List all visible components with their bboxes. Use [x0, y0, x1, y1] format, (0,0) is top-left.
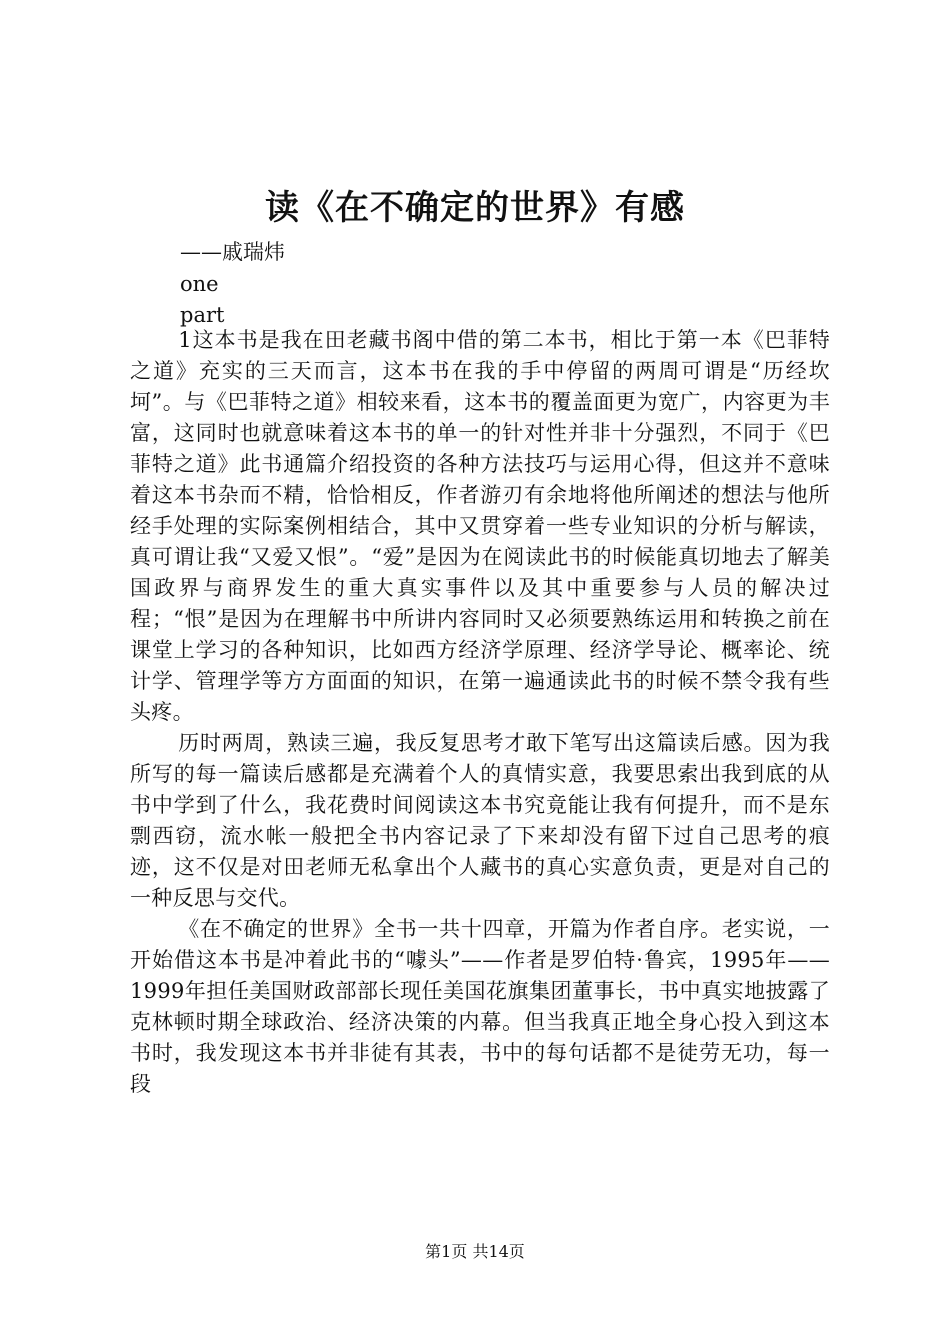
paragraph-3: 《在不确定的世界》全书一共十四章，开篇为作者自序。老实说，一开始借这本书是冲着此书的“噱头”——作者是罗伯特·鲁宾，1995年——1999年担任美国财政部部长现任美国花旗集团董事长，书中真实地披露了克林顿时期全球政治、经济决策的内幕。但当我真正地全身心投入到这本书时，我发现这本书并非徒有其表，书中的每句话都不是徒劳无功，每一段 — [130, 917, 830, 1096]
paragraph-2: 历时两周，熟读三遍，我反复思考才敢下笔写出这篇读后感。因为我所写的每一篇读后感都是充满着个人的真情实意，我要思索出我到底的从书中学到了什么，我花费时间阅读这本书究竟能让我有何提升，而不是东剽西窃，流水帐一般把全书内容记录了下来却没有留下过自己思考的痕迹，这不仅是对田老师无私拿出个人藏书的真心实意负责，更是对自己的一种反思与交代。 — [130, 731, 830, 910]
author-line: ——戚瑞炜 — [180, 240, 285, 264]
page-footer: 第1页 共14页 — [425, 1242, 525, 1261]
section-label-one: one — [180, 272, 219, 296]
body-text — [130, 325, 830, 1100]
document-title: 读《在不确定的世界》有感 — [265, 188, 685, 228]
section-label-part: part — [180, 303, 225, 327]
paragraph-1: 1这本书是我在田老藏书阁中借的第二本书，相比于第一本《巴菲特之道》充实的三天而言，这本书在我的手中停留的两周可谓是“历经坎坷”。与《巴菲特之道》相较来看，这本书的覆盖面更为宽广，内容更为丰富，这同时也就意味着这本书的单一的针对性并非十分强烈，不同于《巴菲特之道》此书通篇介绍投资的各种方法技巧与运用心得，但这并不意味着这本书杂而不精，恰恰相反，作者游刃有余地将他所阐述的想法与他所经手处理的实际案例相结合，其中又贯穿着一些专业知识的分析与解读，真可谓让我“又爱又恨”。“爱”是因为在阅读此书的时候能真切地去了解美国政界与商界发生的重大真实事件以及其中重要参与人员的解决过程；“恨”是因为在理解书中所讲内容同时又必须要熟练运用和转换之前在课堂上学习的各种知识，比如西方经济学原理、经济学导论、概率论、统计学、管理学等方方面面的知识，在第一遍通读此书的时候不禁令我有些头疼。 — [130, 328, 830, 724]
